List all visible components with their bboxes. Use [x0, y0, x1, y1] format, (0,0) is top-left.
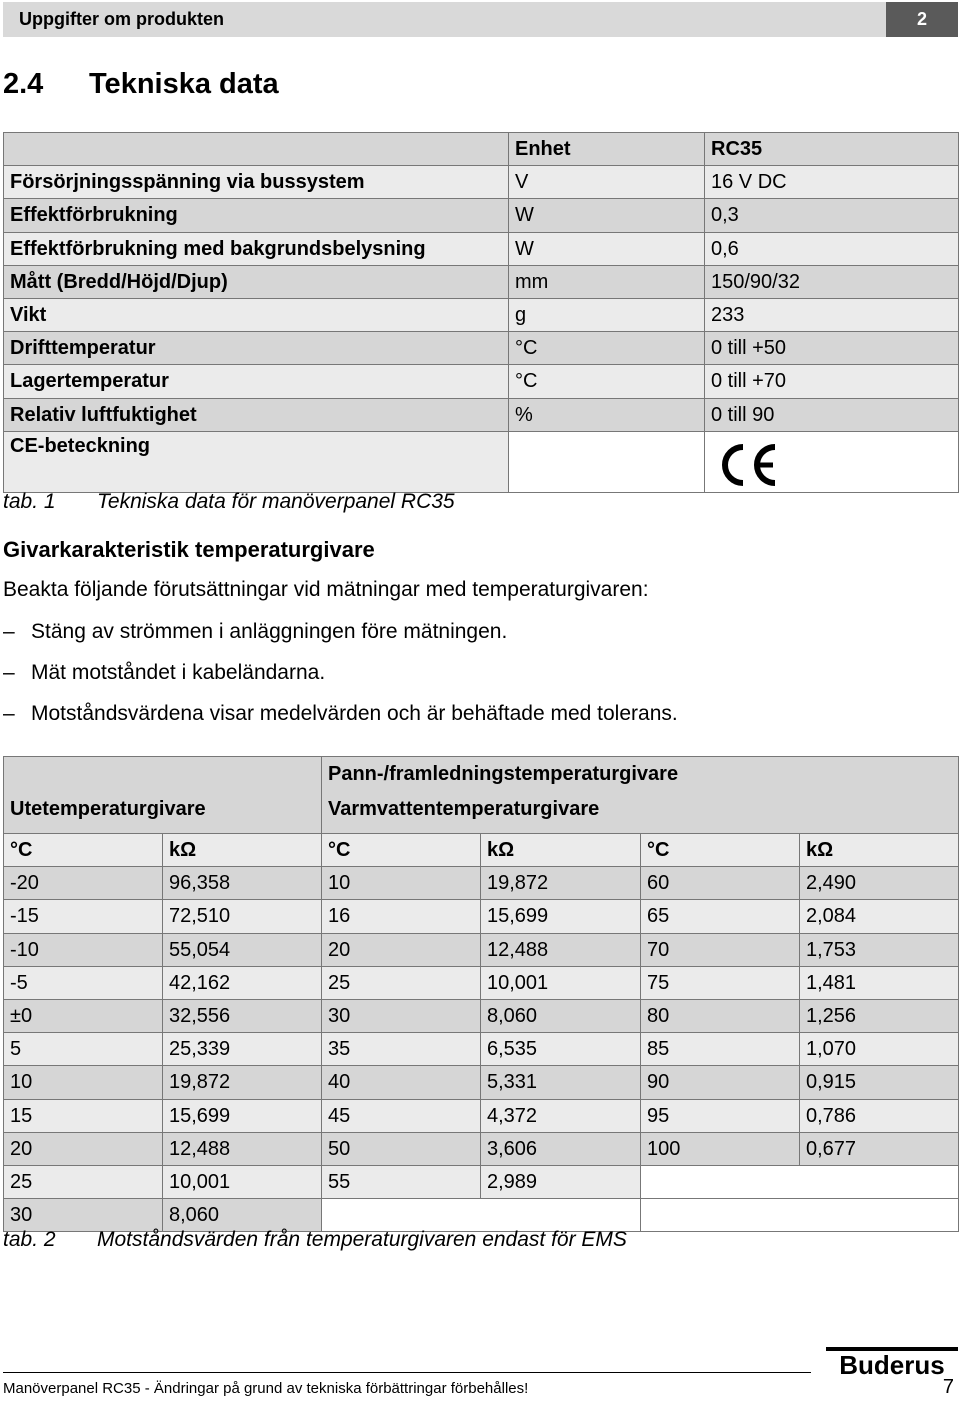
table-cell: 50: [322, 1132, 481, 1165]
table-cell: 70: [641, 933, 800, 966]
table-cell: 96,358: [163, 867, 322, 900]
row-label: Drifttemperatur: [4, 332, 509, 365]
table-row: [4, 365, 959, 398]
table-cell: 12,488: [481, 933, 641, 966]
sensor-heading: Givarkarakteristik temperaturgivare: [3, 537, 375, 562]
table-cell: 10: [322, 867, 481, 900]
bullet-item: [3, 661, 678, 702]
unit-header-cell: kΩ: [163, 834, 322, 867]
table-cell: [800, 1199, 959, 1232]
table-cell: 32,556: [163, 999, 322, 1032]
row-value: 0,6: [705, 232, 959, 265]
row-label: Effektförbrukning: [4, 199, 509, 232]
header-empty-cell: [4, 133, 509, 166]
row-value: 16 V DC: [705, 166, 959, 199]
table-cell: 72,510: [163, 900, 322, 933]
header-model: RC35: [705, 133, 959, 166]
table-cell: 1,753: [800, 933, 959, 966]
table-cell: 20: [4, 1132, 163, 1165]
table-cell: 60: [641, 867, 800, 900]
table-cell: 10,001: [481, 966, 641, 999]
header-chapter-number: 2: [886, 2, 958, 37]
table-cell: 80: [641, 999, 800, 1032]
table-row: [4, 332, 959, 365]
row-value: 0 till +50: [705, 332, 959, 365]
table-row: [4, 867, 959, 900]
table-cell: 0,677: [800, 1132, 959, 1165]
table-row: [4, 933, 959, 966]
table-cell: -5: [4, 966, 163, 999]
header-unit: Enhet: [509, 133, 705, 166]
dash-bullet-icon: –: [3, 702, 15, 725]
row-label: Mått (Bredd/Höjd/Djup): [4, 265, 509, 298]
table-row-ce: [4, 431, 959, 492]
table-cell: ±0: [4, 999, 163, 1032]
table-row: [4, 298, 959, 331]
table-cell: 30: [4, 1199, 163, 1232]
row-unit: W: [509, 199, 705, 232]
table-cell: 4,372: [481, 1099, 641, 1132]
sensor-bullet-list: [3, 620, 678, 743]
dash-bullet-icon: –: [3, 661, 15, 684]
table-cell: 15,699: [481, 900, 641, 933]
table-cell: 30: [322, 999, 481, 1032]
table-cell: 2,490: [800, 867, 959, 900]
unit-header-row: [4, 834, 959, 867]
row-label: Vikt: [4, 298, 509, 331]
row-label: Lagertemperatur: [4, 365, 509, 398]
row-value: 0 till 90: [705, 398, 959, 431]
header-section-title: Uppgifter om produkten: [3, 2, 886, 37]
footer-text: Manöverpanel RC35 - Ändringar på grund av tekniska förbättringar förbehålles!: [3, 1380, 529, 1397]
table-cell: 3,606: [481, 1132, 641, 1165]
page-header: [3, 2, 958, 37]
table-cell: 19,872: [481, 867, 641, 900]
table-cell: 95: [641, 1099, 800, 1132]
table-cell: 25: [4, 1165, 163, 1198]
table-cell: [641, 1199, 800, 1232]
caption-label: tab. 2: [3, 1228, 56, 1251]
table1-caption: [3, 490, 455, 514]
row-unit: [509, 431, 705, 492]
table-cell: 25: [322, 966, 481, 999]
sensor-intro: Beakta följande förutsättningar vid mätningar med temperaturgivaren:: [3, 578, 649, 601]
row-label: Effektförbrukning med bakgrundsbelysning: [4, 232, 509, 265]
table-cell: 16: [322, 900, 481, 933]
unit-header-cell: °C: [322, 834, 481, 867]
table-cell: -20: [4, 867, 163, 900]
table-cell: 8,060: [481, 999, 641, 1032]
table-cell: 55,054: [163, 933, 322, 966]
table-cell: 20: [322, 933, 481, 966]
table-cell: [322, 1199, 481, 1232]
table-row: [4, 1099, 959, 1132]
table-cell: 100: [641, 1132, 800, 1165]
ce-mark-icon: [719, 443, 781, 487]
row-unit: °C: [509, 332, 705, 365]
table-row: [4, 1132, 959, 1165]
row-unit: mm: [509, 265, 705, 298]
unit-header-cell: kΩ: [481, 834, 641, 867]
unit-header-cell: kΩ: [800, 834, 959, 867]
row-value: 150/90/32: [705, 265, 959, 298]
footer-rule: [3, 1372, 811, 1373]
table-cell: 15: [4, 1099, 163, 1132]
row-unit: °C: [509, 365, 705, 398]
table-cell: 65: [641, 900, 800, 933]
table-cell: 2,084: [800, 900, 959, 933]
table-cell: 55: [322, 1165, 481, 1198]
table-cell: 42,162: [163, 966, 322, 999]
row-unit: V: [509, 166, 705, 199]
table-cell: 90: [641, 1066, 800, 1099]
row-value: 0 till +70: [705, 365, 959, 398]
table-cell: 0,915: [800, 1066, 959, 1099]
row-unit: g: [509, 298, 705, 331]
unit-header-cell: °C: [641, 834, 800, 867]
table-cell: 0,786: [800, 1099, 959, 1132]
section-title: Tekniska data: [89, 68, 279, 100]
table-cell: 1,481: [800, 966, 959, 999]
table-cell: [641, 1165, 800, 1198]
row-label: Relativ luftfuktighet: [4, 398, 509, 431]
group-boiler-line1: Pann-/framledningstemperaturgivare: [328, 763, 679, 785]
table-cell: 2,989: [481, 1165, 641, 1198]
table-group-header-row: [4, 757, 959, 834]
bullet-text: Motståndsvärdena visar medelvärden och är behäftade med tolerans.: [31, 702, 678, 725]
dash-bullet-icon: –: [3, 620, 15, 643]
buderus-logo: [826, 1347, 958, 1375]
table-row: [4, 900, 959, 933]
group-boiler-line2: Varmvattentemperaturgivare: [328, 798, 600, 820]
table2-caption: [3, 1228, 627, 1252]
table-cell: [800, 1165, 959, 1198]
row-value: 233: [705, 298, 959, 331]
bullet-item: [3, 620, 678, 661]
bullet-text: Stäng av strömmen i anläggningen före mätningen.: [31, 620, 508, 643]
table-row: [4, 1165, 959, 1198]
table-cell: 8,060: [163, 1199, 322, 1232]
section-number: 2.4: [3, 68, 44, 100]
table-cell: 6,535: [481, 1033, 641, 1066]
table-cell: 35: [322, 1033, 481, 1066]
table-row: [4, 199, 959, 232]
table-cell: 15,699: [163, 1099, 322, 1132]
table-row: [4, 398, 959, 431]
table-cell: 1,070: [800, 1033, 959, 1066]
table-cell: -15: [4, 900, 163, 933]
row-label: Försörjningsspänning via bussystem: [4, 166, 509, 199]
table-cell: 75: [641, 966, 800, 999]
section-heading: [3, 68, 279, 101]
footer-page-number: 7: [942, 1376, 954, 1398]
table-header-row: [4, 133, 959, 166]
row-label: CE-beteckning: [4, 431, 509, 492]
logo-text: Buderus: [839, 1350, 945, 1375]
table-cell: 40: [322, 1066, 481, 1099]
table-cell: -10: [4, 933, 163, 966]
table-cell: 10,001: [163, 1165, 322, 1198]
bullet-text: Mät motståndet i kabeländarna.: [31, 661, 326, 684]
caption-text: Motståndsvärden från temperaturgivaren endast för EMS: [97, 1228, 627, 1251]
table-row: [4, 232, 959, 265]
table-row: [4, 265, 959, 298]
group-boiler-sensor: [322, 757, 959, 834]
table-row: [4, 1033, 959, 1066]
caption-label: tab. 1: [3, 490, 56, 513]
caption-text: Tekniska data för manöverpanel RC35: [97, 490, 455, 513]
table-cell: 45: [322, 1099, 481, 1132]
unit-header-cell: °C: [4, 834, 163, 867]
row-unit: %: [509, 398, 705, 431]
bullet-item: [3, 702, 678, 743]
table-row: [4, 966, 959, 999]
table-cell: 12,488: [163, 1132, 322, 1165]
ce-mark-cell: [705, 431, 959, 492]
table-cell: 25,339: [163, 1033, 322, 1066]
table-cell: 85: [641, 1033, 800, 1066]
table-cell: 10: [4, 1066, 163, 1099]
group-outdoor-sensor: Utetemperaturgivare: [4, 757, 322, 834]
table-cell: 1,256: [800, 999, 959, 1032]
table-row: [4, 166, 959, 199]
row-value: 0,3: [705, 199, 959, 232]
sensor-resistance-table: [3, 756, 959, 1232]
table-cell: 5,331: [481, 1066, 641, 1099]
table-row: [4, 999, 959, 1032]
table-row: [4, 1066, 959, 1099]
table-cell: [481, 1199, 641, 1232]
row-unit: W: [509, 232, 705, 265]
technical-data-table: [3, 132, 959, 493]
table-cell: 19,872: [163, 1066, 322, 1099]
table-cell: 5: [4, 1033, 163, 1066]
table-row: [4, 1199, 959, 1232]
